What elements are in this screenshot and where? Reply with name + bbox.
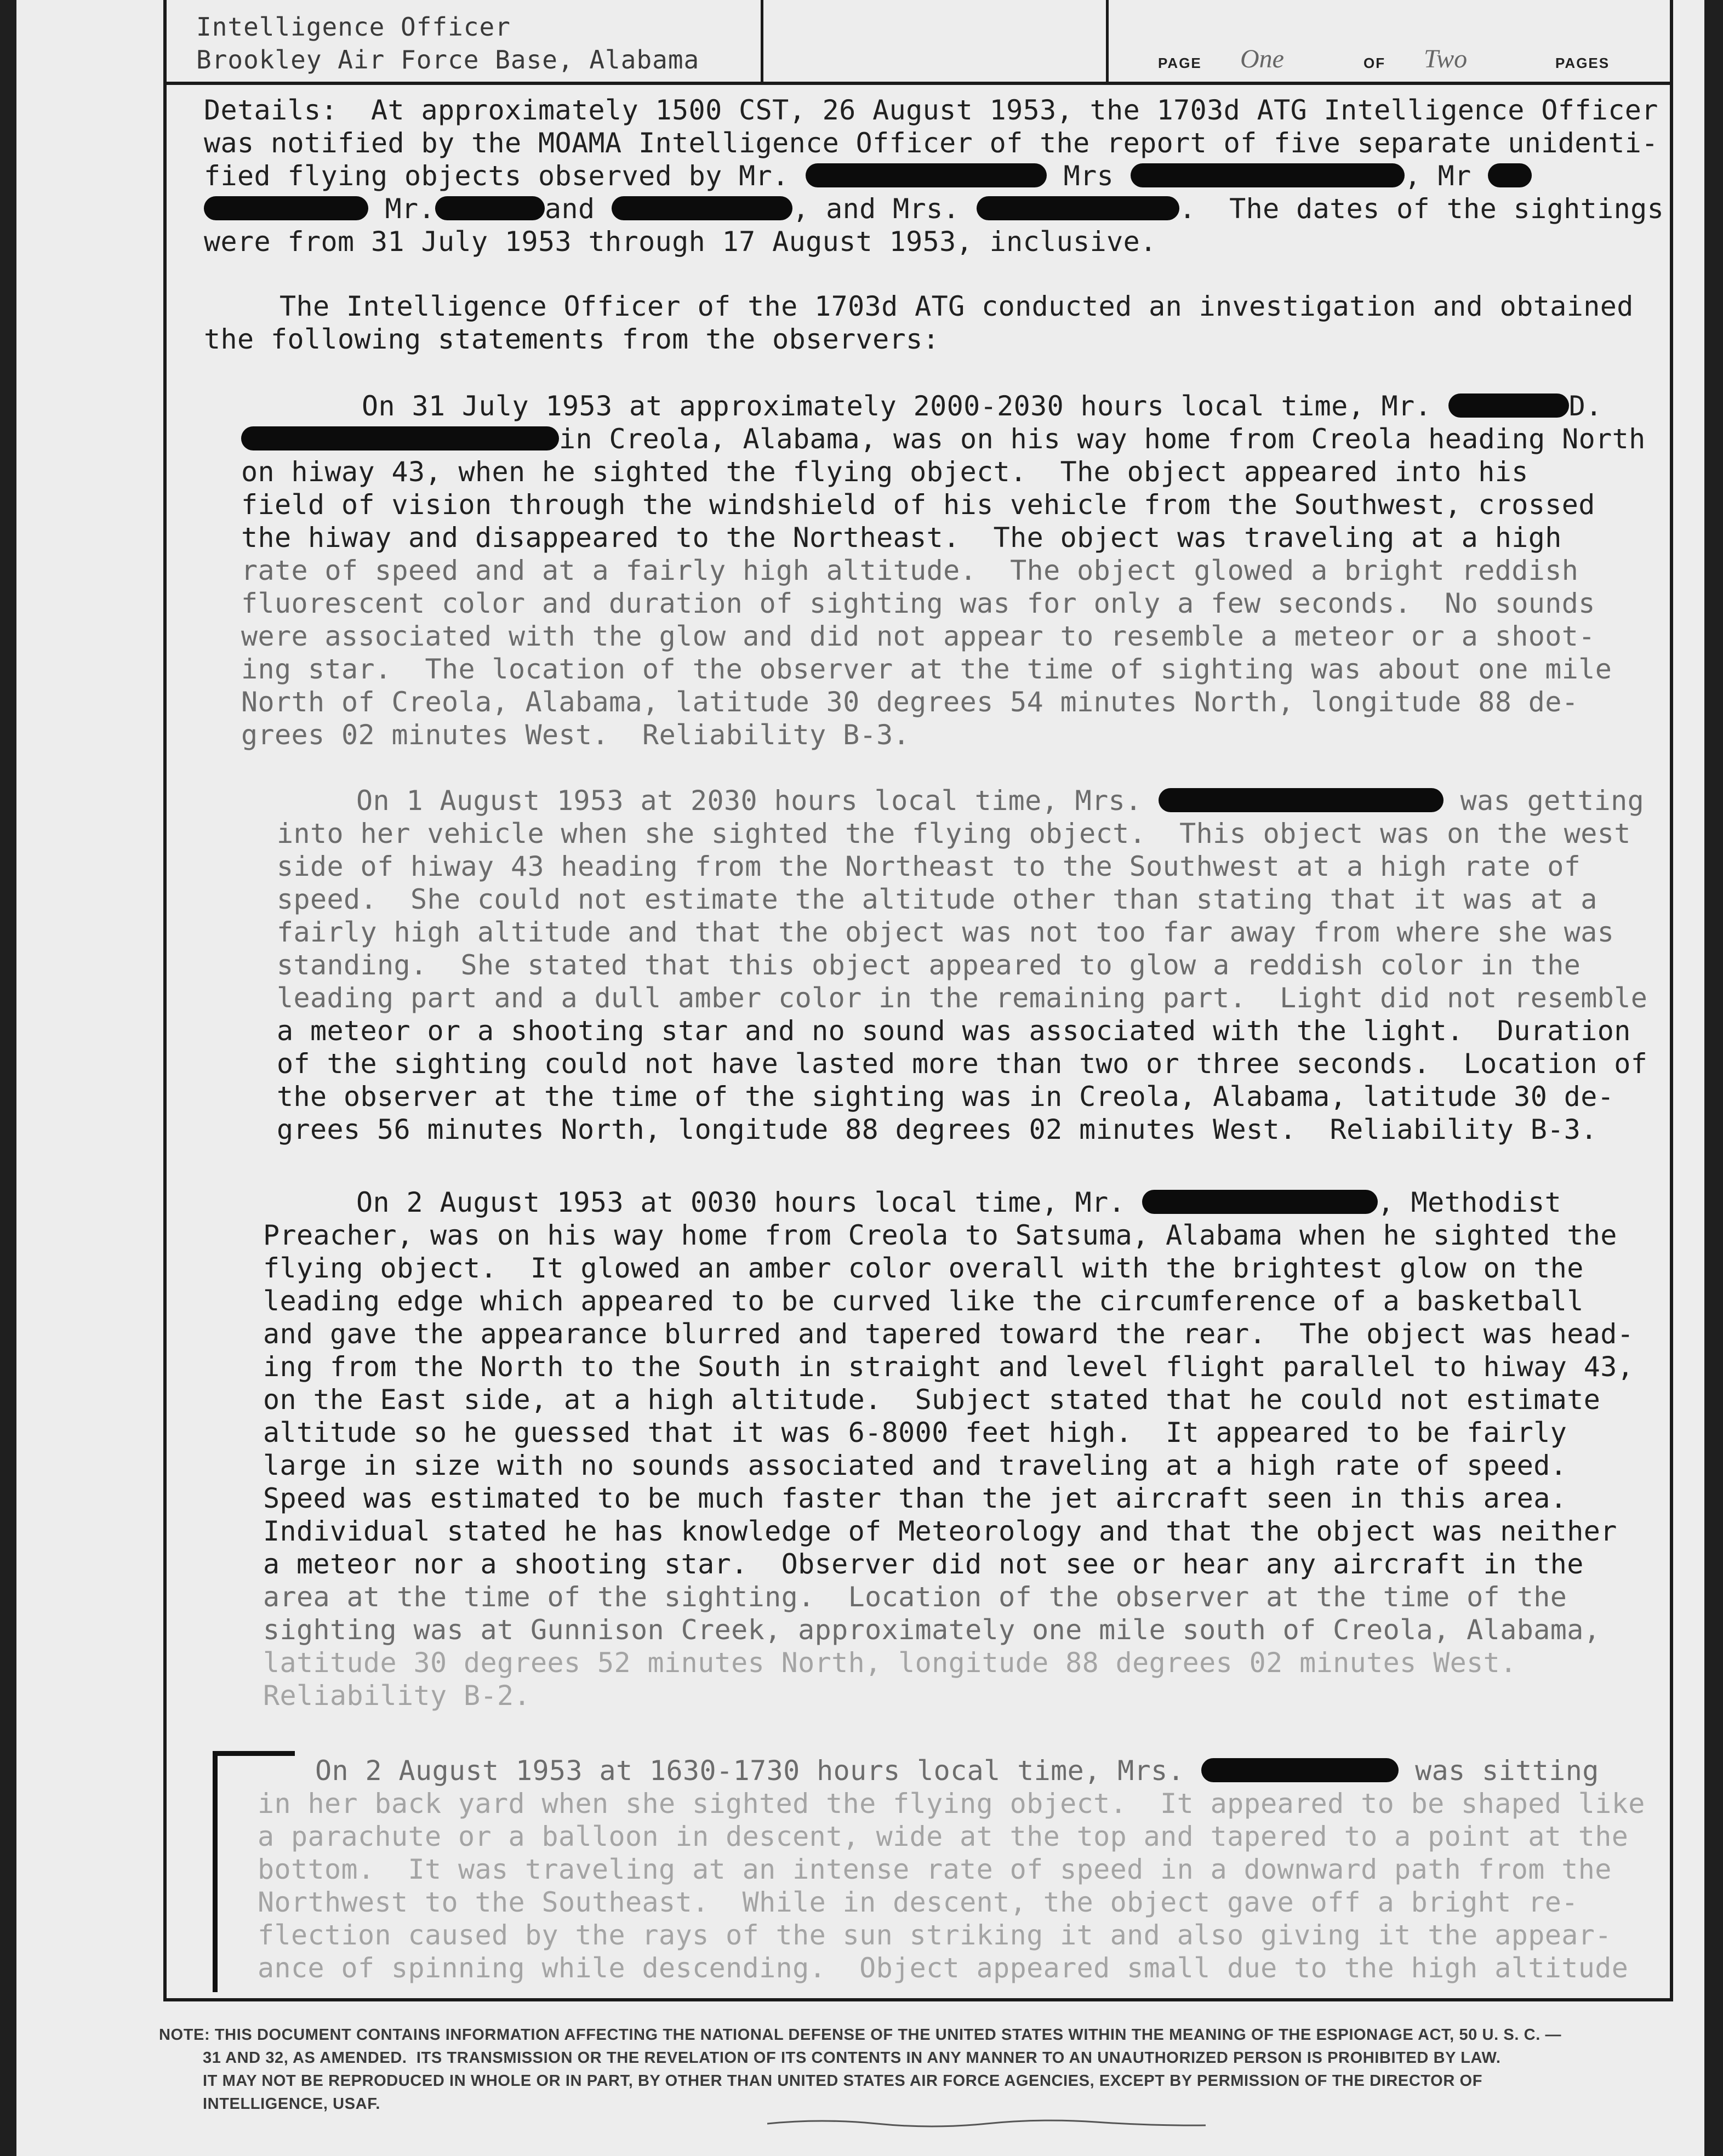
header-office-title: Intelligence Officer xyxy=(196,12,511,42)
sighting3-line-13: area at the time of the sighting. Location of the observer at the time of the xyxy=(263,1581,1567,1613)
sighting2-line-3: side of hiway 43 heading from the Northeast to the Southwest at a high rate of xyxy=(277,851,1581,882)
sighting3-line-5: and gave the appearance blurred and tapered toward the rear. The object was head- xyxy=(263,1318,1634,1350)
page-number: One xyxy=(1240,44,1284,73)
of-label: OF xyxy=(1363,55,1386,71)
details-observed-by: fied flying objects observed by Mr. xyxy=(204,160,789,192)
details-mr: , Mr xyxy=(1404,160,1471,192)
sighting3-line-9: large in size with no sounds associated and traveling at a high rate of speed. xyxy=(263,1450,1567,1481)
sighting2-line-2: into her vehicle when she sighted the flying object. This object was on the west xyxy=(277,818,1631,849)
sighting2-line-1 xyxy=(356,785,1644,817)
redaction-bar xyxy=(1448,393,1569,418)
sighting3-line-2: Preacher, was on his way home from Creola to Satsuma, Alabama when he sighted the xyxy=(263,1219,1617,1251)
sighting2-line-9: of the sighting could not have lasted more than two or three seconds. Location of xyxy=(277,1048,1648,1080)
sighting4-line-1 xyxy=(315,1755,1599,1787)
sighting4-line-6: flection caused by the rays of the sun striking it and also giving it the appear- xyxy=(258,1919,1612,1951)
redaction-bar xyxy=(977,196,1179,220)
details-and: and xyxy=(545,193,595,225)
sighting4-line-7: ance of spinning while descending. Object appeared small due to the high altitude xyxy=(258,1952,1629,1984)
sighting3-line-12: a meteor nor a shooting star. Observer did not see or hear any aircraft in the xyxy=(263,1548,1584,1580)
redaction-bar xyxy=(1159,788,1444,812)
margin-bracket-mark xyxy=(213,1751,295,1992)
sighting1-line-10: North of Creola, Alabama, latitude 30 degrees 54 minutes North, longitude 88 de- xyxy=(241,686,1579,718)
sighting1-line-6: rate of speed and at a fairly high altitude. The object glowed a bright reddish xyxy=(241,555,1579,586)
details-line-3 xyxy=(204,160,1532,192)
details-line-5: were from 31 July 1953 through 17 August 1953, inclusive. xyxy=(204,226,1157,258)
redaction-bar xyxy=(1131,163,1405,187)
sighting1-initial: D. xyxy=(1568,390,1602,422)
sighting1-line-11: grees 02 minutes West. Reliability B-3. xyxy=(241,719,910,751)
sighting2-line-7: leading part and a dull amber color in the remaining part. Light did not resemble xyxy=(277,982,1648,1014)
pages-label: PAGES xyxy=(1555,55,1610,71)
sighting4-line-2: in her back yard when she sighted the flying object. It appeared to be shaped like xyxy=(258,1788,1645,1820)
header-office-location: Brookley Air Force Base, Alabama xyxy=(196,45,700,75)
sighting2-line-6: standing. She stated that this object appeared to glow a reddish color in the xyxy=(277,949,1581,981)
sighting2-line-5: fairly high altitude and that the object was not too far away from where she was xyxy=(277,916,1614,948)
sighting3-line-10: Speed was estimated to be much faster than the jet aircraft seen in this area. xyxy=(263,1482,1567,1514)
sighting3-line-11: Individual stated he has knowledge of Meteorology and that the object was neither xyxy=(263,1515,1617,1547)
redaction-bar xyxy=(612,196,792,220)
sighting3-line-1 xyxy=(356,1187,1561,1218)
notice-line-1: NOTE: THIS DOCUMENT CONTAINS INFORMATION AFFECTING THE NATIONAL DEFENSE OF THE UNITED STATES WITHIN THE MEANING OF THE ESPIONAGE ACT, 50 U. S. C. — xyxy=(159,2026,1562,2044)
notice-line-2: 31 AND 32, AS AMENDED. ITS TRANSMISSION OR THE REVELATION OF ITS CONTENTS IN ANY MANNER TO AN UNAUTHORIZED PERSON IS PROHIBITED BY LAW. xyxy=(203,2049,1501,2067)
sighting2-line-8: a meteor or a shooting star and no sound was associated with the light. Duration xyxy=(277,1015,1631,1047)
sighting3-line-14: sighting was at Gunnison Creek, approximately one mile south of Creola, Alabama, xyxy=(263,1614,1601,1646)
sighting1-line-3: on hiway 43, when he sighted the flying object. The object appeared into his xyxy=(241,456,1528,488)
redaction-bar xyxy=(1488,163,1532,187)
sighting2-line-11: grees 56 minutes North, longitude 88 degrees 02 minutes West. Reliability B-3. xyxy=(277,1114,1598,1145)
intro-line-1: The Intelligence Officer of the 1703d ATG conducted an investigation and obtained xyxy=(279,290,1634,322)
notice-line-3: IT MAY NOT BE REPRODUCED IN WHOLE OR IN PART, BY OTHER THAN UNITED STATES AIR FORCE AGENCIES, EXCEPT BY PERMISSION OF THE DIRECTOR OF xyxy=(203,2072,1483,2090)
sighting3-line-8: altitude so he guessed that it was 6-8000 feet high. It appeared to be fairly xyxy=(263,1417,1567,1448)
sighting2-getting: was getting xyxy=(1460,785,1645,817)
redaction-bar xyxy=(204,196,368,220)
sighting1-line-8: were associated with the glow and did not appear to resemble a meteor or a shoot- xyxy=(241,620,1595,652)
sighting3-line-6: ing from the North to the South in straight and level flight parallel to hiway 43, xyxy=(263,1351,1634,1383)
sighting4-line-4: bottom. It was traveling at an intense rate of speed in a downward path from the xyxy=(258,1853,1612,1885)
sighting4-line-3: a parachute or a balloon in descent, wide at the top and tapered to a point at the xyxy=(258,1821,1629,1852)
details-line-4 xyxy=(204,193,1664,225)
sighting4-opening: On 2 August 1953 at 1630-1730 hours local time, Mrs. xyxy=(315,1755,1185,1787)
sighting4-sitting: was sitting xyxy=(1415,1755,1599,1787)
sighting1-line-9: ing star. The location of the observer at the time of sighting was about one mile xyxy=(241,653,1612,685)
sighting3-line-3: flying object. It glowed an amber color overall with the brightest glow on the xyxy=(263,1252,1584,1284)
sighting3-line-4: leading edge which appeared to be curved like the circumference of a basketball xyxy=(263,1285,1584,1317)
redaction-bar xyxy=(241,426,559,450)
details-and-mrs: , and Mrs. xyxy=(792,193,960,225)
sighting3-methodist: , Methodist xyxy=(1377,1187,1562,1218)
intro-line-2: the following statements from the observers: xyxy=(204,323,940,355)
sighting1-line-2 xyxy=(241,423,1646,455)
details-mr-2: Mr. xyxy=(385,193,436,225)
redaction-bar xyxy=(806,163,1047,187)
details-line-1: Details: At approximately 1500 CST, 26 August 1953, the 1703d ATG Intelligence Officer xyxy=(204,94,1658,126)
total-pages: Two xyxy=(1424,44,1468,73)
sighting4-line-5: Northwest to the Southeast. While in descent, the object gave off a bright re- xyxy=(258,1886,1578,1918)
security-notice xyxy=(159,2023,1688,2115)
sighting3-line-7: on the East side, at a high altitude. Subject stated that he could not estimate xyxy=(263,1384,1601,1416)
sighting1-opening: On 31 July 1953 at approximately 2000-2030 hours local time, Mr. xyxy=(362,390,1432,422)
redaction-bar xyxy=(1201,1758,1399,1782)
redaction-bar xyxy=(435,196,545,220)
sighting1-location: in Creola, Alabama, was on his way home from Creola heading North xyxy=(559,423,1646,455)
sighting3-line-15: latitude 30 degrees 52 minutes North, longitude 88 degrees 02 minutes West. xyxy=(263,1647,1517,1679)
sighting3-line-16: Reliability B-2. xyxy=(263,1680,531,1712)
notice-line-4: INTELLIGENCE, USAF. xyxy=(203,2095,380,2113)
sighting2-opening: On 1 August 1953 at 2030 hours local time, Mrs. xyxy=(356,785,1142,817)
sighting1-line-4: field of vision through the windshield of his vehicle from the Southwest, crossed xyxy=(241,489,1595,521)
details-dates-lead: . The dates of the sightings xyxy=(1179,193,1664,225)
sighting1-line-1 xyxy=(362,390,1602,422)
page-label: PAGE xyxy=(1158,55,1202,71)
sighting2-line-10: the observer at the time of the sighting was in Creola, Alabama, latitude 30 de- xyxy=(277,1081,1614,1113)
details-line-2: was notified by the MOAMA Intelligence Officer of the report of five separate unidenti- xyxy=(204,127,1658,159)
stamp-scribble xyxy=(767,2115,1206,2132)
sighting3-opening: On 2 August 1953 at 0030 hours local time, Mr. xyxy=(356,1187,1126,1218)
details-mrs: Mrs xyxy=(1063,160,1114,192)
sighting2-line-4: speed. She could not estimate the altitude other than stating that it was at a xyxy=(277,883,1598,915)
redaction-bar xyxy=(1142,1190,1378,1214)
sighting1-line-7: fluorescent color and duration of sighting was for only a few seconds. No sounds xyxy=(241,588,1595,619)
sighting1-line-5: the hiway and disappeared to the Northeast. The object was traveling at a high xyxy=(241,522,1562,554)
